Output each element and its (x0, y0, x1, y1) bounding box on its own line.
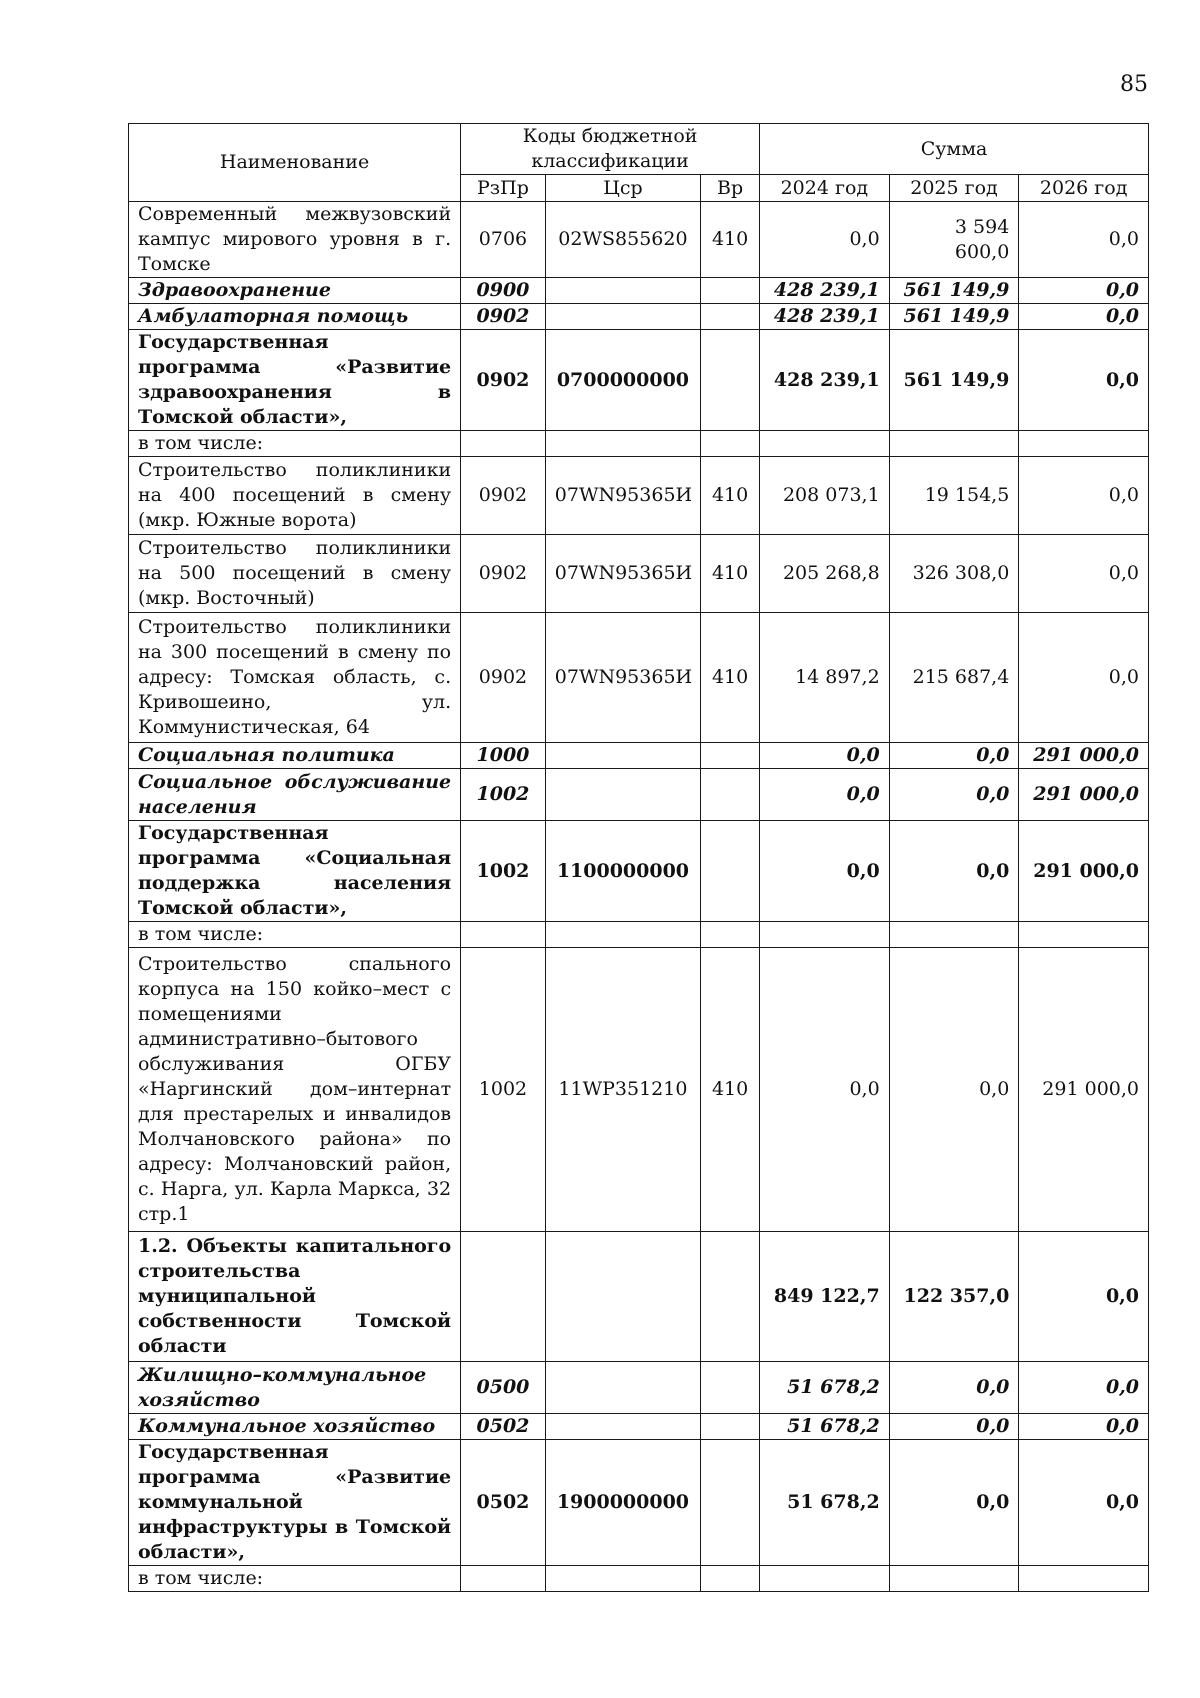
row-2024: 51 678,2 (760, 1440, 890, 1566)
row-2024: 0,0 (760, 821, 890, 922)
row-vr (701, 278, 760, 304)
row-name: в том числе: (129, 1566, 461, 1592)
row-csr: 02WS855620 (545, 202, 700, 278)
table-row (129, 1566, 1149, 1592)
row-vr: 410 (701, 948, 760, 1232)
row-2024 (760, 922, 890, 948)
row-2025: 0,0 (889, 821, 1019, 922)
row-vr (701, 330, 760, 431)
row-vr (701, 1440, 760, 1566)
row-2025: 0,0 (889, 1440, 1019, 1566)
row-name: Строительство поликлиники на 300 посещений в смену по адресу: Томская область, с. Кривошеино, ул. Коммунистическая, 64 (129, 613, 461, 743)
header-codes: Коды бюджетной классификации (461, 124, 760, 175)
row-csr (545, 304, 700, 330)
row-2026: 291 000,0 (1019, 821, 1149, 922)
row-2025: 122 357,0 (889, 1232, 1019, 1362)
row-vr (701, 922, 760, 948)
row-2026: 291 000,0 (1019, 769, 1149, 821)
header-2026: 2026 год (1019, 175, 1149, 202)
row-2026: 0,0 (1019, 1232, 1149, 1362)
row-name: Современный межвузовский кампус мирового уровня в г. Томске (129, 202, 461, 278)
row-name: в том числе: (129, 922, 461, 948)
row-name: 1.2. Объекты капитального строительства муниципальной собственности Томской области (129, 1232, 461, 1362)
row-2024: 849 122,7 (760, 1232, 890, 1362)
header-2024: 2024 год (760, 175, 890, 202)
row-2024: 14 897,2 (760, 613, 890, 743)
row-name: Коммунальное хозяйство (129, 1414, 461, 1440)
row-2026: 0,0 (1019, 330, 1149, 431)
row-csr (545, 1566, 700, 1592)
row-csr: 1900000000 (545, 1440, 700, 1566)
row-2026: 0,0 (1019, 1414, 1149, 1440)
row-2025: 0,0 (889, 769, 1019, 821)
row-2024: 51 678,2 (760, 1362, 890, 1414)
row-2026: 0,0 (1019, 457, 1149, 535)
row-rzpr: 0500 (461, 1362, 546, 1414)
row-name: Строительство поликлиники на 400 посещений в смену (мкр. Южные ворота) (129, 457, 461, 535)
row-2024: 0,0 (760, 948, 890, 1232)
row-name: Здравоохранение (129, 278, 461, 304)
row-rzpr (461, 1566, 546, 1592)
budget-table (128, 123, 1149, 1592)
row-rzpr: 0900 (461, 278, 546, 304)
table-row (129, 1440, 1149, 1566)
row-2025: 19 154,5 (889, 457, 1019, 535)
header-csr: Цср (545, 175, 700, 202)
row-2024: 205 268,8 (760, 535, 890, 613)
row-2025: 0,0 (889, 1414, 1019, 1440)
row-2025 (889, 922, 1019, 948)
table-row (129, 1362, 1149, 1414)
row-2026 (1019, 922, 1149, 948)
row-csr: 11WP351210 (545, 948, 700, 1232)
table-row (129, 948, 1149, 1232)
header-vr: Вр (701, 175, 760, 202)
row-vr (701, 1362, 760, 1414)
table-row (129, 821, 1149, 922)
row-rzpr: 1002 (461, 821, 546, 922)
row-csr: 1100000000 (545, 821, 700, 922)
row-2025: 0,0 (889, 1362, 1019, 1414)
table-row (129, 457, 1149, 535)
row-name: Социальная политика (129, 743, 461, 769)
row-rzpr (461, 431, 546, 457)
table-row (129, 613, 1149, 743)
row-rzpr (461, 922, 546, 948)
row-csr (545, 769, 700, 821)
table-row (129, 922, 1149, 948)
row-2024: 0,0 (760, 202, 890, 278)
row-csr: 0700000000 (545, 330, 700, 431)
table-row (129, 535, 1149, 613)
row-2026 (1019, 431, 1149, 457)
table-row (129, 202, 1149, 278)
row-2025 (889, 431, 1019, 457)
page-number: 85 (1120, 72, 1148, 97)
table-row (129, 1414, 1149, 1440)
row-name: Социальное обслуживание населения (129, 769, 461, 821)
row-2025: 0,0 (889, 948, 1019, 1232)
row-csr (545, 278, 700, 304)
row-name: Государственная программа «Развитие здравоохранения в Томской области», (129, 330, 461, 431)
row-2024 (760, 1566, 890, 1592)
row-2026: 0,0 (1019, 202, 1149, 278)
row-csr (545, 431, 700, 457)
row-rzpr: 0902 (461, 457, 546, 535)
row-vr (701, 769, 760, 821)
row-2024: 428 239,1 (760, 304, 890, 330)
row-csr: 07WN95365И (545, 613, 700, 743)
row-2024: 428 239,1 (760, 278, 890, 304)
row-vr: 410 (701, 613, 760, 743)
row-rzpr: 0902 (461, 535, 546, 613)
row-2026: 0,0 (1019, 613, 1149, 743)
row-vr (701, 1232, 760, 1362)
row-2025: 561 149,9 (889, 330, 1019, 431)
row-name: Строительство спального корпуса на 150 койко–мест с помещениями административно–бытового обслуживания ОГБУ «Наргинский дом–интернат для престарелых и инвалидов Молчановского района» по адресу: Молчановский район, с. Нарга, ул. Карла Маркса, 32 стр.1 (129, 948, 461, 1232)
table-row (129, 1232, 1149, 1362)
row-rzpr: 0902 (461, 613, 546, 743)
row-name: Государственная программа «Развитие коммунальной инфраструктуры в Томской области», (129, 1440, 461, 1566)
row-vr (701, 1414, 760, 1440)
row-2025 (889, 1566, 1019, 1592)
table-row (129, 278, 1149, 304)
header-rzpr: РзПр (461, 175, 546, 202)
row-2024: 428 239,1 (760, 330, 890, 431)
row-2025: 561 149,9 (889, 304, 1019, 330)
row-name: в том числе: (129, 431, 461, 457)
row-rzpr: 0706 (461, 202, 546, 278)
row-name: Амбулаторная помощь (129, 304, 461, 330)
header-sum: Сумма (760, 124, 1149, 175)
row-2026: 0,0 (1019, 535, 1149, 613)
row-2024: 0,0 (760, 743, 890, 769)
row-csr (545, 922, 700, 948)
row-rzpr: 1002 (461, 948, 546, 1232)
table-row (129, 330, 1149, 431)
row-vr (701, 821, 760, 922)
row-2025: 3 594 600,0 (889, 202, 1019, 278)
row-vr: 410 (701, 457, 760, 535)
row-rzpr (461, 1232, 546, 1362)
row-csr (545, 743, 700, 769)
row-2026: 291 000,0 (1019, 743, 1149, 769)
row-csr (545, 1362, 700, 1414)
row-csr (545, 1414, 700, 1440)
row-2026: 291 000,0 (1019, 948, 1149, 1232)
row-2025: 326 308,0 (889, 535, 1019, 613)
row-vr (701, 743, 760, 769)
table-row (129, 769, 1149, 821)
row-rzpr: 0502 (461, 1440, 546, 1566)
row-2025: 0,0 (889, 743, 1019, 769)
row-2024: 0,0 (760, 769, 890, 821)
header-name: Наименование (129, 124, 461, 202)
table-row (129, 304, 1149, 330)
row-2024: 208 073,1 (760, 457, 890, 535)
row-2026: 0,0 (1019, 1440, 1149, 1566)
row-name: Жилищно–коммунальное хозяйство (129, 1362, 461, 1414)
row-rzpr: 1000 (461, 743, 546, 769)
row-rzpr: 0902 (461, 330, 546, 431)
row-name: Строительство поликлиники на 500 посещений в смену (мкр. Восточный) (129, 535, 461, 613)
row-vr (701, 304, 760, 330)
row-rzpr: 0502 (461, 1414, 546, 1440)
row-vr: 410 (701, 535, 760, 613)
row-rzpr: 0902 (461, 304, 546, 330)
row-csr (545, 1232, 700, 1362)
row-2024 (760, 431, 890, 457)
row-2026 (1019, 1566, 1149, 1592)
row-vr: 410 (701, 202, 760, 278)
row-name: Государственная программа «Социальная поддержка населения Томской области», (129, 821, 461, 922)
row-csr: 07WN95365И (545, 457, 700, 535)
row-vr (701, 431, 760, 457)
table-row (129, 743, 1149, 769)
row-2025: 215 687,4 (889, 613, 1019, 743)
row-2026: 0,0 (1019, 1362, 1149, 1414)
row-2026: 0,0 (1019, 278, 1149, 304)
table-row (129, 431, 1149, 457)
header-2025: 2025 год (889, 175, 1019, 202)
row-csr: 07WN95365И (545, 535, 700, 613)
row-vr (701, 1566, 760, 1592)
row-rzpr: 1002 (461, 769, 546, 821)
row-2025: 561 149,9 (889, 278, 1019, 304)
row-2024: 51 678,2 (760, 1414, 890, 1440)
row-2026: 0,0 (1019, 304, 1149, 330)
